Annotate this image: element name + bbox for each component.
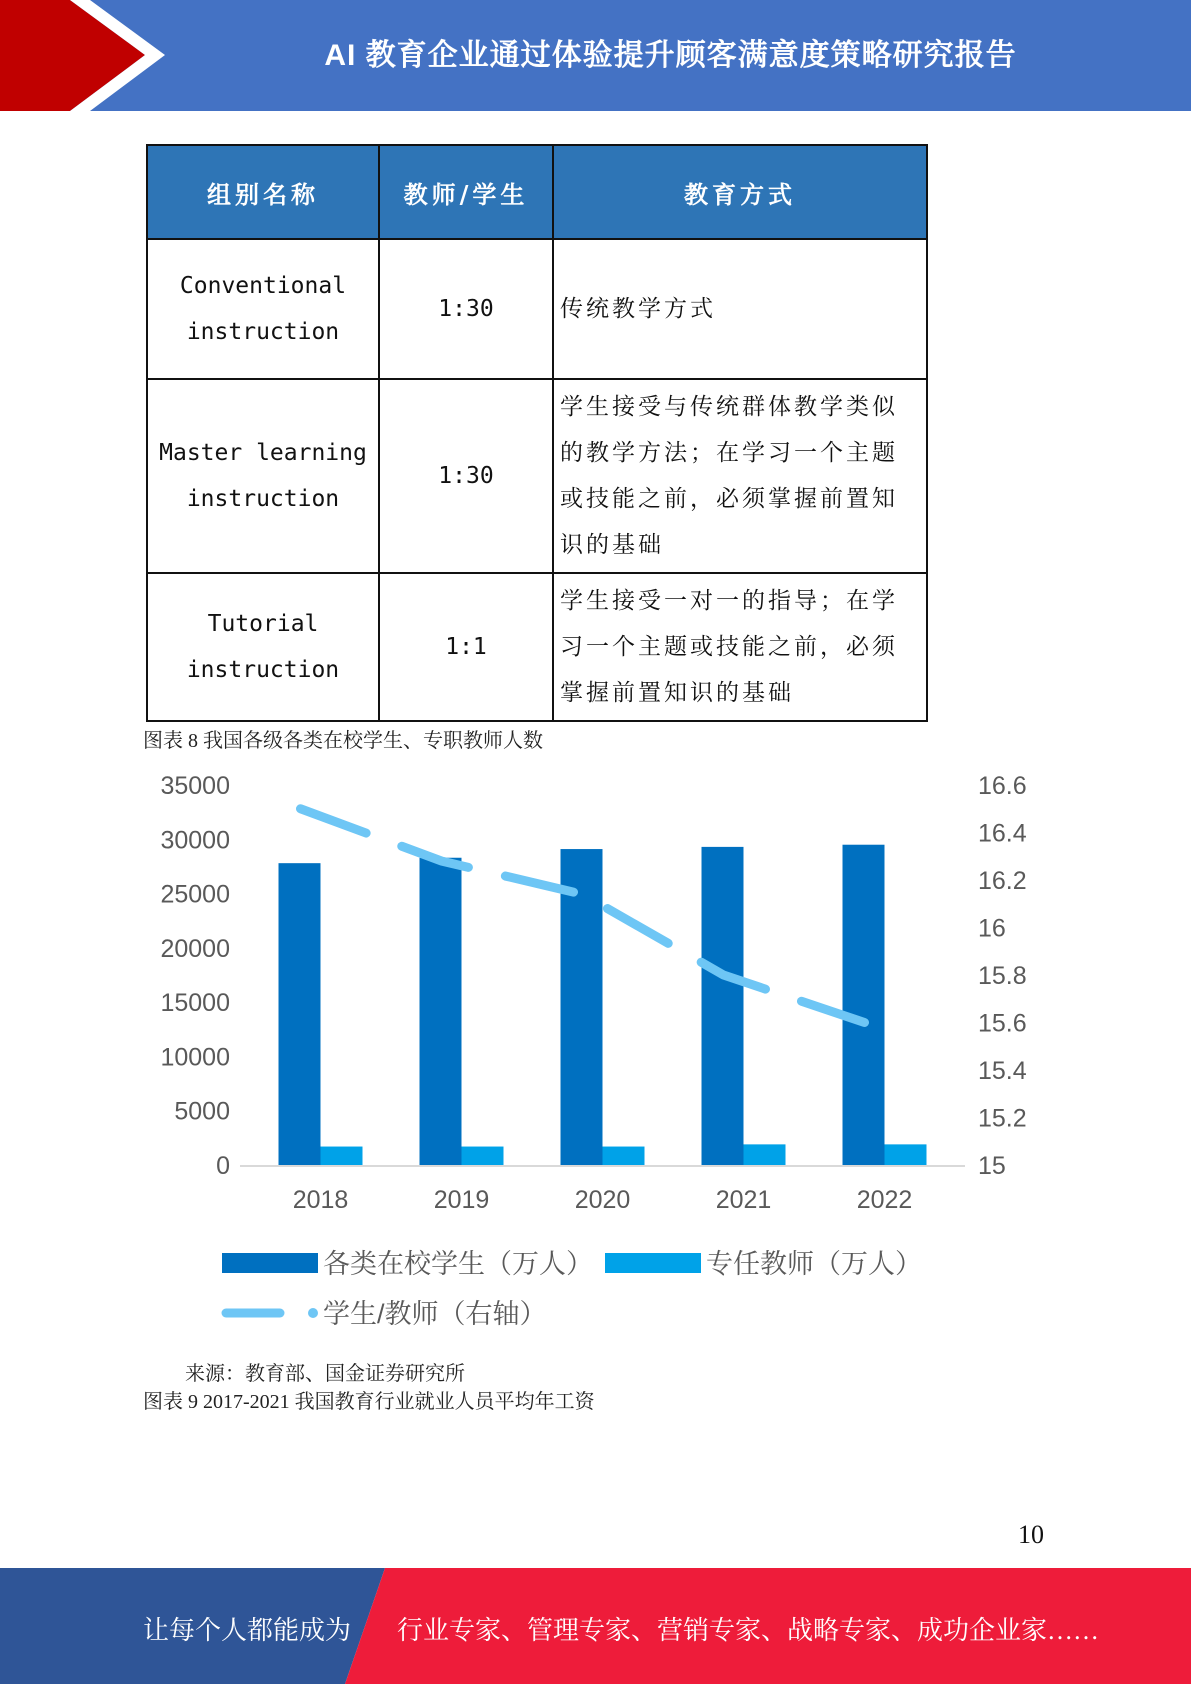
left-tick-label: 0: [216, 1152, 230, 1180]
group-cell: [147, 379, 379, 573]
group-cell: [147, 239, 379, 379]
legend-swatch-students: [222, 1253, 318, 1273]
footer-slogan-right: 行业专家、管理专家、营销专家、战略专家、成功企业家……: [397, 1616, 1100, 1645]
x-tick-label: 2020: [574, 1186, 631, 1214]
left-tick-label: 20000: [160, 934, 230, 963]
x-axis: [293, 1186, 913, 1214]
group-name-line2: instruction: [186, 657, 340, 683]
right-tick-label: 15: [978, 1152, 1006, 1180]
instruction-table: [146, 144, 928, 722]
table-row: [147, 573, 927, 721]
left-axis: [160, 772, 230, 1180]
right-tick-label: 16.6: [978, 772, 1027, 800]
bar-teachers: [744, 1144, 786, 1165]
bar-teachers: [462, 1147, 504, 1165]
group-name-line1: Master learning: [159, 440, 367, 466]
figure-caption-8: 图表 8 我国各级各类在校学生、专职教师人数: [143, 730, 543, 752]
bar-students: [843, 845, 885, 1165]
left-tick-label: 10000: [160, 1043, 230, 1072]
bar-students: [702, 847, 744, 1165]
right-tick-label: 16.4: [978, 819, 1027, 848]
legend-label-students: 各类在校学生（万人）: [323, 1249, 593, 1279]
figure-caption-9: 图表 9 2017-2021 我国教育行业就业人员平均年工资: [143, 1391, 595, 1413]
right-tick-label: 15.4: [978, 1057, 1027, 1085]
bar-teachers: [321, 1147, 363, 1165]
left-tick-label: 15000: [160, 989, 230, 1018]
method-cell: 传统教学方式: [553, 239, 927, 379]
x-tick-label: 2022: [856, 1186, 913, 1214]
method-cell: 学生接受与传统群体教学类似的教学方法；在学习一个主题或技能之前，必须掌握前置知识的基础: [553, 379, 927, 573]
legend-swatch-ratio-dot: [308, 1308, 318, 1318]
legend-swatch-teachers: [605, 1253, 701, 1273]
legend-label-teachers: 专任教师（万人）: [706, 1249, 922, 1279]
group-name-line2: instruction: [186, 486, 340, 512]
group-name-line1: Tutorial: [207, 611, 319, 637]
bar-students: [420, 858, 462, 1165]
bar-teachers: [603, 1147, 645, 1165]
bar-teachers: [885, 1144, 927, 1165]
legend-label-ratio: 学生/教师（右轴）: [323, 1299, 547, 1329]
bar-students: [561, 849, 603, 1165]
right-tick-label: 16.2: [978, 867, 1027, 895]
right-axis: [978, 772, 1027, 1180]
group-cell: [147, 573, 379, 721]
x-tick-label: 2019: [433, 1186, 490, 1214]
bar-series: [279, 845, 927, 1165]
left-tick-label: 35000: [160, 772, 230, 800]
x-tick-label: 2021: [715, 1186, 772, 1214]
right-tick-label: 15.6: [978, 1009, 1027, 1038]
table-header-group: 组别名称: [147, 145, 379, 239]
footer-slogan-left: 让每个人都能成为: [143, 1616, 352, 1645]
right-tick-label: 15.8: [978, 962, 1027, 990]
page-title: AI 教育企业通过体验提升顾客满意度策略研究报告: [324, 39, 1017, 72]
ratio-cell: 1:30: [379, 239, 553, 379]
group-name-line1: Conventional: [179, 273, 347, 299]
page-header: [0, 0, 1191, 111]
page-footer: [0, 1568, 1191, 1684]
students-teachers-chart: [140, 760, 1080, 1340]
table-row: [147, 239, 927, 379]
page-number: 10: [1018, 1520, 1044, 1549]
left-tick-label: 5000: [174, 1097, 230, 1126]
left-tick-label: 30000: [160, 826, 230, 855]
table-header-method: 教育方式: [553, 145, 927, 239]
right-tick-label: 15.2: [978, 1104, 1027, 1133]
ratio-cell: 1:1: [379, 573, 553, 721]
table-header-ratio: 教师/学生: [379, 145, 553, 239]
left-tick-label: 25000: [160, 880, 230, 909]
group-name-line2: instruction: [186, 319, 340, 345]
bar-students: [279, 863, 321, 1165]
source-note: 来源：教育部、国金证券研究所: [185, 1363, 465, 1385]
right-tick-label: 16: [978, 914, 1006, 943]
ratio-cell: 1:30: [379, 379, 553, 573]
x-tick-label: 2018: [292, 1186, 349, 1214]
table-row: [147, 379, 927, 573]
method-cell: 学生接受一对一的指导；在学习一个主题或技能之前，必须掌握前置知识的基础: [553, 573, 927, 721]
table-header-row: [147, 145, 927, 239]
chart-legend: [222, 1249, 922, 1329]
